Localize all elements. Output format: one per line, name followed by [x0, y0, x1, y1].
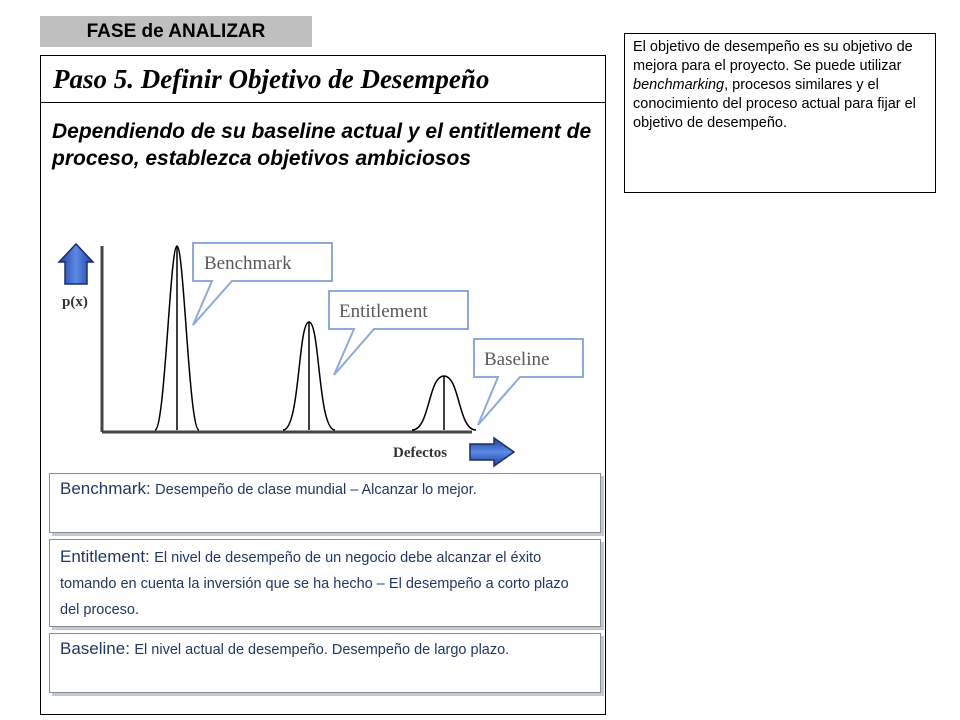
- y-axis-label: p(x): [62, 294, 88, 310]
- benchmark-definition: [49, 473, 601, 533]
- benchmark-term: Benchmark:: [60, 479, 151, 498]
- side-note-emphasis: benchmarking: [633, 77, 725, 93]
- benchmark-description: Desempeño de clase mundial – Alcanzar lo mejor.: [155, 482, 477, 498]
- entitlement-term: Entitlement:: [60, 547, 150, 566]
- benchmark-callout: [193, 243, 332, 325]
- slide-title: Paso 5. Definir Objetivo de Desempeño: [40, 55, 606, 103]
- baseline-description: El nivel actual de desempeño. Desempeño de largo plazo.: [134, 642, 510, 658]
- x-axis-label: Defectos: [393, 445, 448, 461]
- phase-tab: FASE de ANALIZAR: [40, 16, 312, 47]
- benchmark-callout-label: Benchmark: [204, 253, 292, 274]
- baseline-callout: [474, 339, 583, 425]
- entitlement-callout-label: Entitlement: [339, 301, 428, 322]
- right-arrow-icon: [470, 438, 514, 466]
- side-note-text-1: El objetivo de desempeño es su objetivo de mejora para el proyecto. Se puede utilizar: [633, 39, 913, 74]
- entitlement-description: El nivel de desempeño de un negocio debe alcanzar el éxito tomando en cuenta la inversión que se ha hecho – El desempeño a corto plazo del proceso.: [60, 550, 569, 618]
- entitlement-definition: [49, 539, 601, 627]
- baseline-curve: [412, 376, 476, 430]
- baseline-term: Baseline:: [60, 639, 130, 658]
- baseline-definition: [49, 633, 601, 693]
- up-arrow-icon: [59, 244, 93, 284]
- slide-subtitle: Dependiendo de su baseline actual y el entitlement de proceso, establezca objetivos ambiciosos: [52, 120, 592, 170]
- baseline-callout-label: Baseline: [484, 349, 550, 370]
- entitlement-curve: [283, 322, 335, 430]
- entitlement-callout: [329, 291, 468, 375]
- side-note-text-2: , procesos similares y el conocimiento del proceso actual para fijar el objetivo de desempeño.: [633, 77, 916, 131]
